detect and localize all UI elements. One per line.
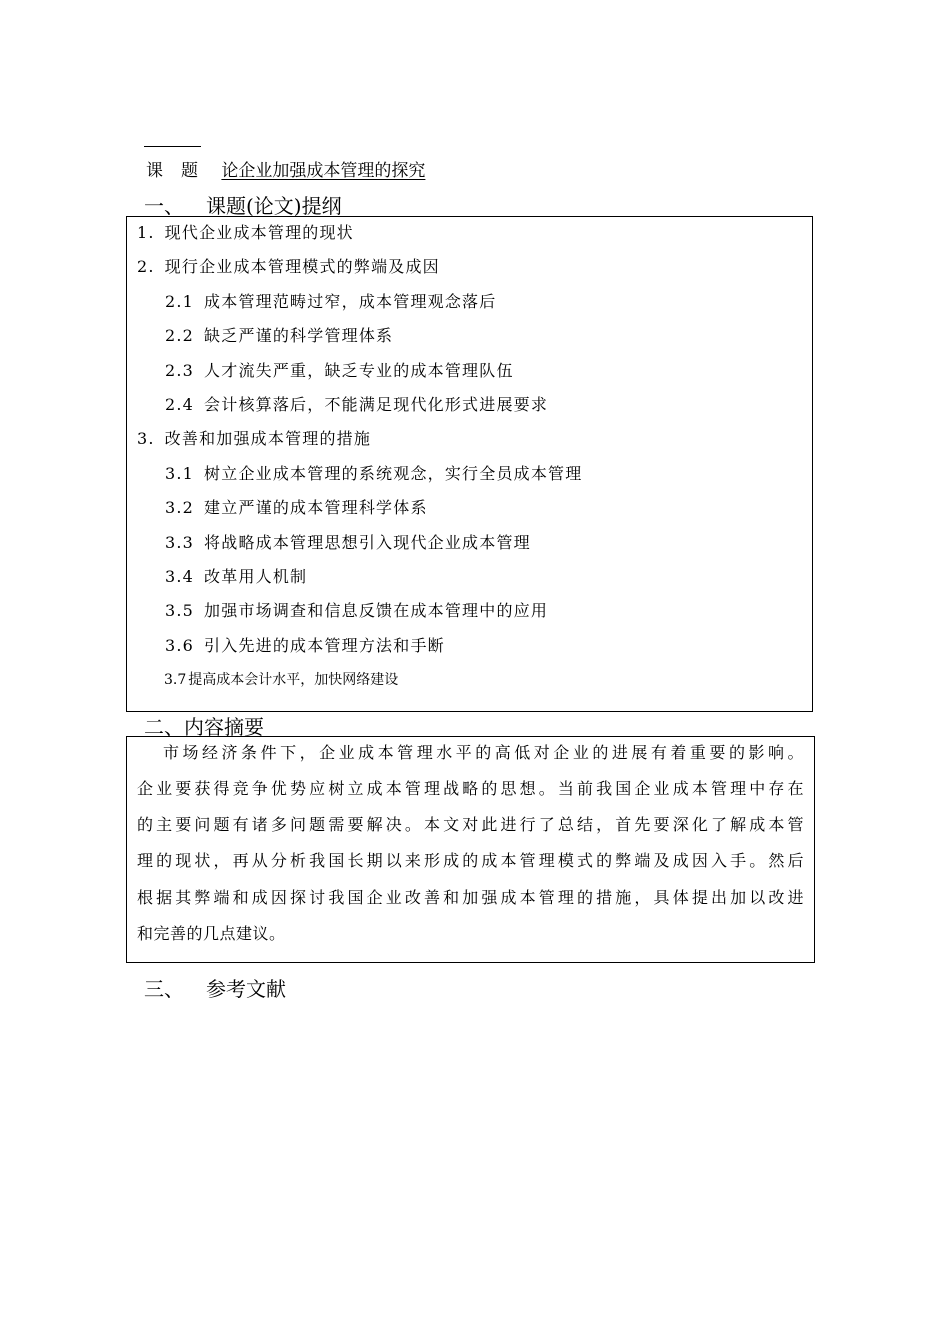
references-heading-text: 参考文献: [206, 977, 286, 1001]
outline-heading-text: 课题(论文)提纲: [206, 194, 342, 218]
abstract-line: 企业要获得竞争优势应树立成本管理战略的思想。当前我国企业成本管理中存在: [137, 779, 804, 798]
outline-item: 3.1 树立企业成本管理的系统观念，实行全员成本管理: [165, 464, 583, 483]
outline-item: 2.3 人才流失严重，缺乏专业的成本管理队伍: [165, 361, 514, 380]
topic-label: 课题: [146, 161, 216, 181]
outline-item: 3.4 改革用人机制: [165, 567, 308, 586]
outline-item: 3.6 引入先进的成本管理方法和手断: [165, 636, 445, 655]
outline-item: 3. 改善和加强成本管理的措施: [137, 429, 372, 448]
outline-box: [126, 216, 813, 712]
outline-item: 2.4 会计核算落后，不能满足现代化形式进展要求: [165, 395, 549, 414]
abstract-line: 根据其弊端和成因探讨我国企业改善和加强成本管理的措施，具体提出加以改进: [137, 888, 804, 907]
topic-line: [146, 158, 425, 184]
outline-item: 3.7 提高成本会计水平，加快网络建设: [164, 672, 399, 688]
outline-item: 2. 现行企业成本管理模式的弊端及成因: [137, 257, 440, 276]
outline-item: 3.5 加强市场调查和信息反馈在成本管理中的应用: [165, 601, 549, 620]
outline-item: 1. 现代企业成本管理的现状: [137, 223, 354, 242]
header-rule: [144, 146, 201, 147]
abstract-line: 市场经济条件下，企业成本管理水平的高低对企业的进展有着重要的影响。: [163, 743, 804, 762]
outline-item: 2.2 缺乏严谨的科学管理体系: [165, 326, 394, 345]
outline-item: 3.3 将战略成本管理思想引入现代企业成本管理: [165, 533, 531, 552]
abstract-box: [126, 736, 815, 963]
abstract-heading: 二、内容摘要: [144, 715, 264, 739]
outline-item: 3.2 建立严谨的成本管理科学体系: [165, 498, 428, 517]
outline-heading-number: 一、: [144, 194, 184, 218]
topic-title: 论企业加强成本管理的探究: [221, 161, 426, 181]
outline-item: 2.1 成本管理范畴过窄，成本管理观念落后: [165, 292, 497, 311]
abstract-line: 理的现状，再从分析我国长期以来形成的成本管理模式的弊端及成因入手。然后: [137, 851, 804, 870]
abstract-line: 的主要问题有诸多问题需要解决。本文对此进行了总结，首先要深化了解成本管: [137, 815, 804, 834]
references-heading: [144, 976, 286, 1002]
abstract-line: 和完善的几点建议。: [137, 924, 286, 943]
references-heading-number: 三、: [144, 977, 184, 1001]
